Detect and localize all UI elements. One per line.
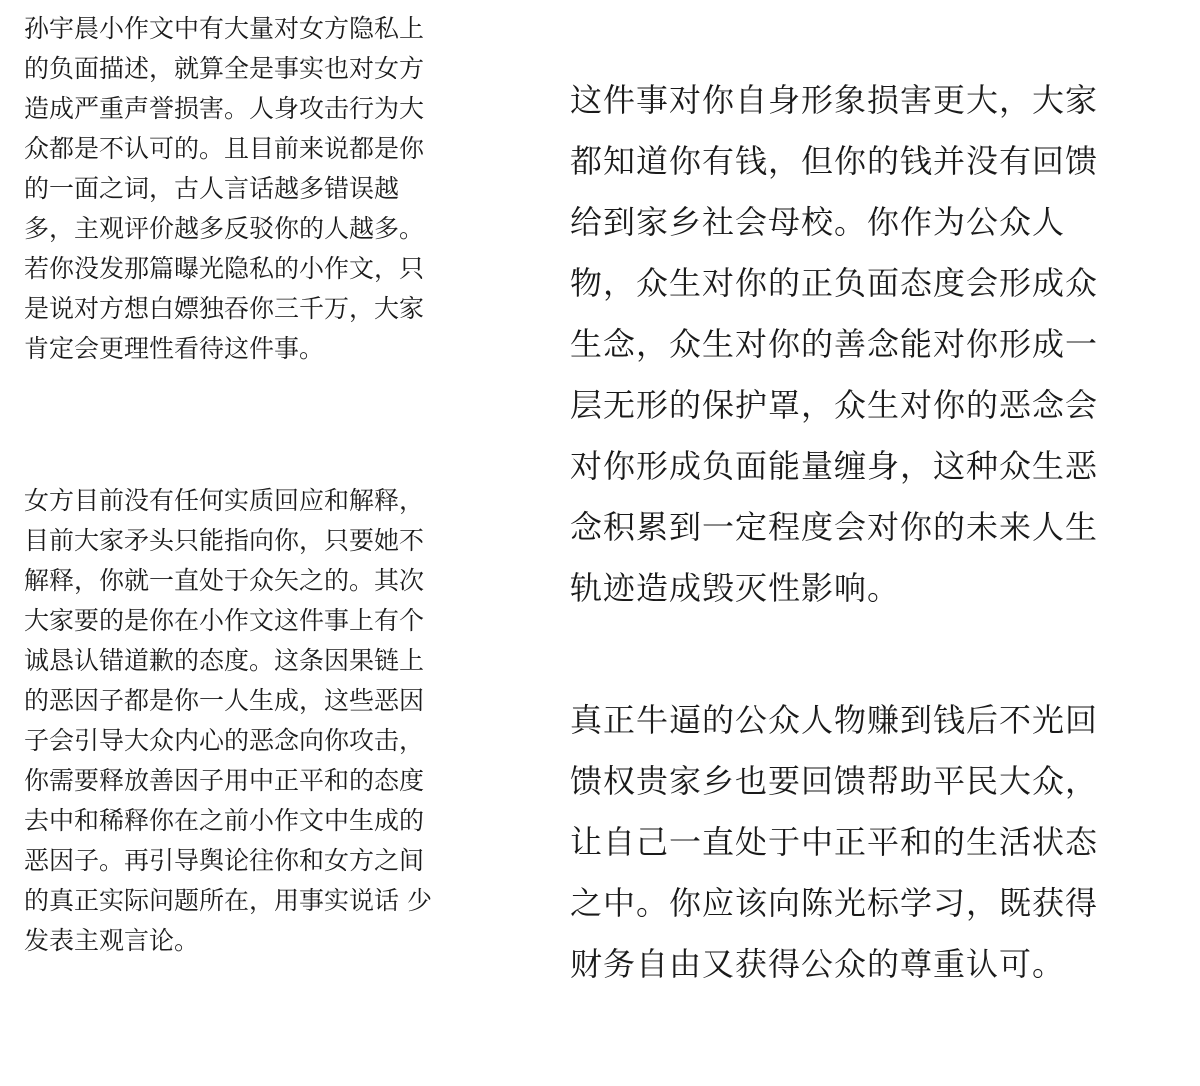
- text-line: 恶因子。再引导舆论往你和女方之间: [24, 846, 425, 875]
- text-line: 众都是不认可的。且目前来说都是你: [24, 134, 425, 163]
- text-line: 你需要释放善因子用中正平和的态度: [24, 766, 425, 795]
- text-line: 的一面之词，古人言话越多错误越: [24, 174, 400, 203]
- right-paragraph-1: [570, 70, 1098, 619]
- text-line: 对你形成负面能量缠身，这种众生恶: [570, 447, 1099, 485]
- text-line: 是说对方想白嫖独吞你三千万，大家: [24, 294, 425, 323]
- text-line: 都知道你有钱，但你的钱并没有回馈: [570, 142, 1099, 180]
- text-line: 的真正实际问题所在，用事实说话 少: [24, 886, 432, 915]
- text-line: 诚恳认错道歉的态度。这条因果链上: [24, 646, 425, 675]
- text-line: 孙宇晨小作文中有大量对女方隐私上: [24, 14, 425, 43]
- text-line: 生念，众生对你的善念能对你形成一: [570, 325, 1099, 363]
- text-line: 去中和稀释你在之前小作文中生成的: [24, 806, 425, 835]
- text-line: 之中。你应该向陈光标学习，既获得: [570, 884, 1099, 922]
- text-line: 造成严重声誉损害。人身攻击行为大: [24, 94, 425, 123]
- text-line: 这件事对你自身形象损害更大，大家: [570, 81, 1099, 119]
- text-line: 多，主观评价越多反驳你的人越多。: [24, 214, 425, 243]
- text-line: 让自己一直处于中正平和的生活状态: [570, 823, 1099, 861]
- right-paragraph-2: [570, 690, 1098, 995]
- text-line: 子会引导大众内心的恶念向你攻击，: [24, 726, 425, 755]
- text-line: 的负面描述，就算全是事实也对女方: [24, 54, 425, 83]
- text-line: 解释，你就一直处于众矢之的。其次: [24, 566, 425, 595]
- text-line: 轨迹造成毁灭性影响。: [570, 569, 901, 607]
- text-line: 大家要的是你在小作文这件事上有个: [24, 606, 425, 635]
- text-line: 若你没发那篇曝光隐私的小作文，只: [24, 254, 425, 283]
- text-line: 发表主观言论。: [24, 926, 200, 955]
- left-paragraph-1: [24, 9, 424, 369]
- text-line: 财务自由又获得公众的尊重认可。: [570, 945, 1066, 983]
- text-line: 肯定会更理性看待这件事。: [24, 334, 325, 363]
- text-line: 的恶因子都是你一人生成，这些恶因: [24, 686, 425, 715]
- text-line: 念积累到一定程度会对你的未来人生: [570, 508, 1099, 546]
- text-line: 目前大家矛头只能指向你，只要她不: [24, 526, 425, 555]
- text-line: 女方目前没有任何实质回应和解释，: [24, 486, 425, 515]
- left-paragraph-2: [24, 481, 432, 961]
- text-line: 层无形的保护罩，众生对你的恶念会: [570, 386, 1099, 424]
- text-line: 物，众生对你的正负面态度会形成众: [570, 264, 1099, 302]
- text-line: 馈权贵家乡也要回馈帮助平民大众，: [570, 762, 1099, 800]
- text-line: 真正牛逼的公众人物赚到钱后不光回: [570, 701, 1099, 739]
- text-line: 给到家乡社会母校。你作为公众人: [570, 203, 1066, 241]
